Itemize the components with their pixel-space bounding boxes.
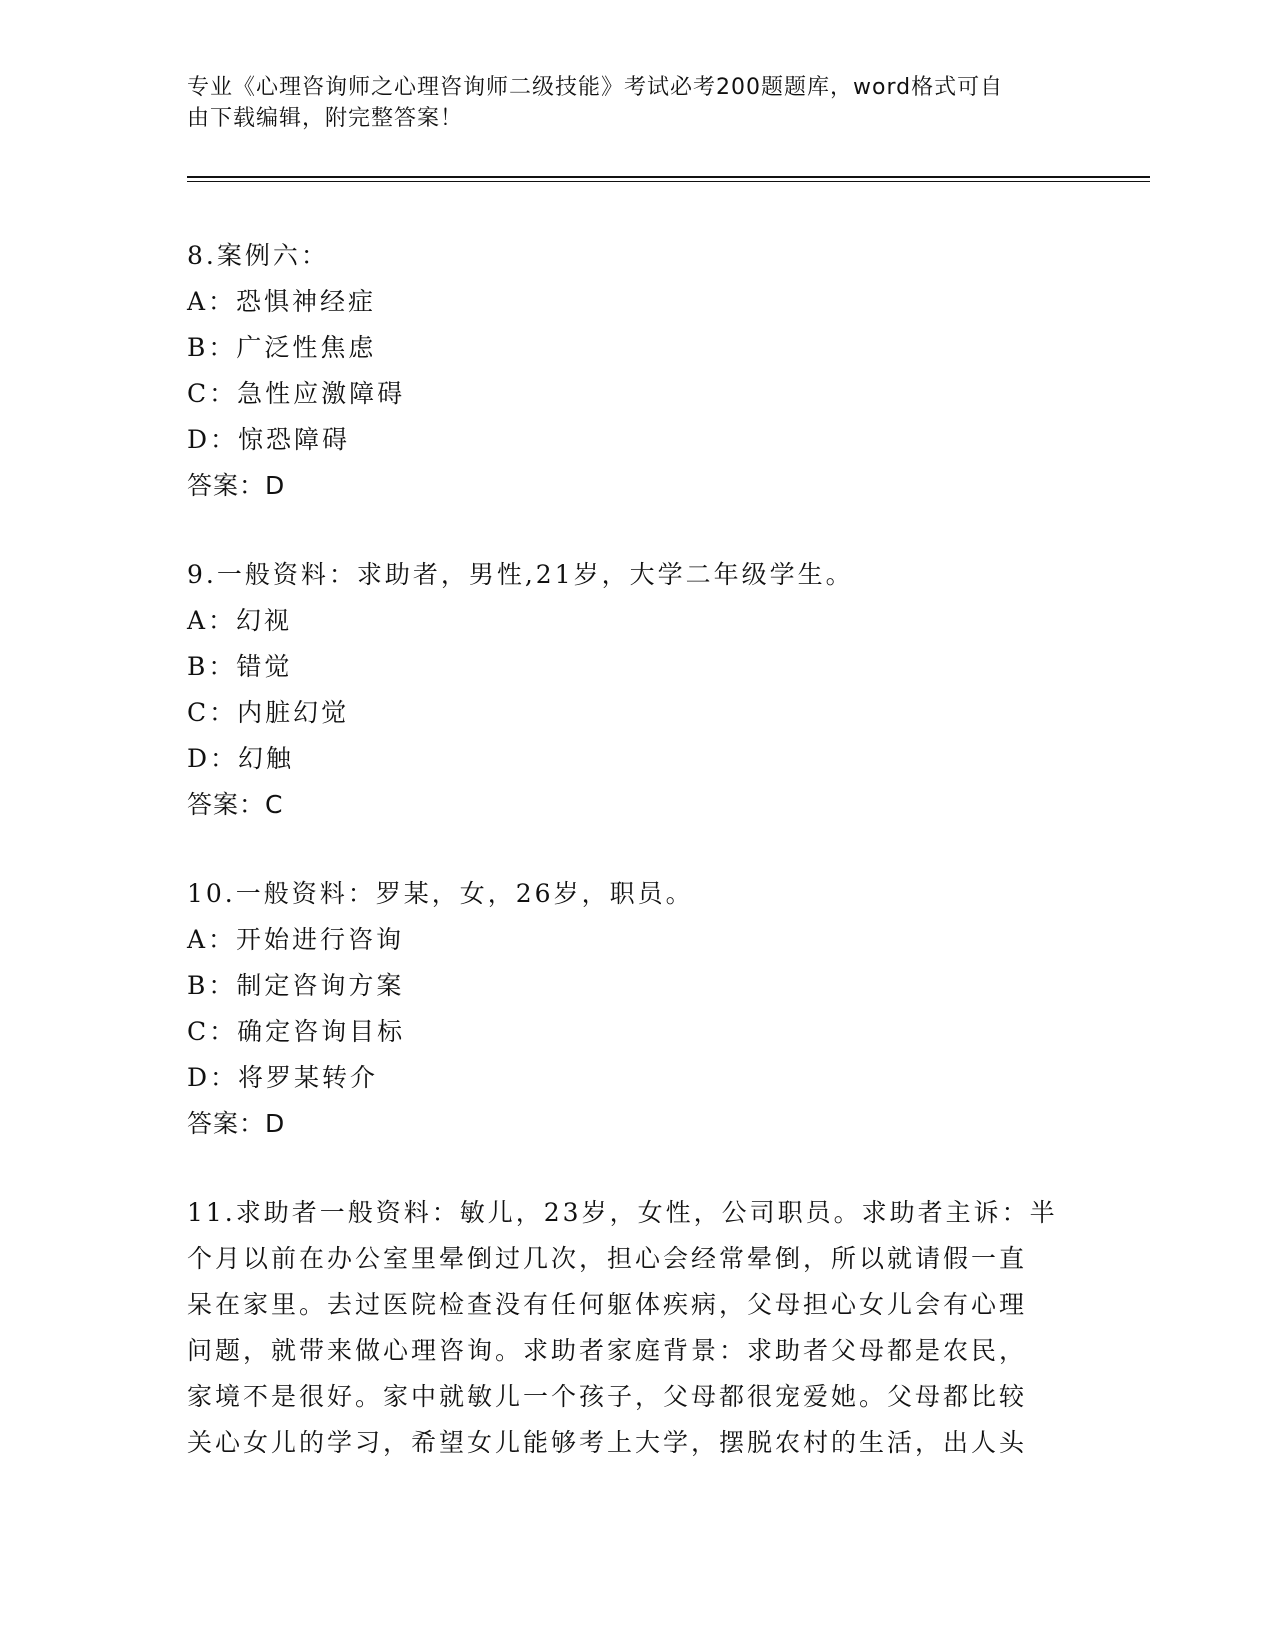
question-11 (187, 1190, 1087, 1466)
option-b: B：制定咨询方案 (187, 971, 405, 1000)
option-c: C：内脏幻觉 (187, 698, 350, 727)
answer-line: 答案：C (187, 790, 284, 819)
question-stem: 8.案例六： (187, 241, 329, 270)
question-stem: 10.一般资料：罗某，女，26岁，职员。 (187, 879, 694, 908)
option-b: B：错觉 (187, 652, 293, 681)
document-header (187, 72, 1067, 134)
option-c: C：急性应激障碍 (187, 379, 406, 408)
header-intro-line-2: 由下载编辑，附完整答案！ (187, 106, 464, 131)
option-a: A：开始进行咨询 (187, 925, 405, 954)
answer-line: 答案：D (187, 1109, 286, 1138)
question-stem-line-6: 关心女儿的学习，希望女儿能够考上大学，摆脱农村的生活，出人头 (187, 1428, 1028, 1457)
option-d: D：惊恐障碍 (187, 425, 351, 454)
question-8 (187, 233, 1087, 509)
question-stem: 9.一般资料：求助者，男性,21岁，大学二年级学生。 (187, 560, 854, 589)
header-divider-thick (187, 176, 1150, 178)
question-9 (187, 552, 1087, 828)
header-divider-thin (187, 181, 1150, 182)
question-stem-line-2: 个月以前在办公室里晕倒过几次，担心会经常晕倒，所以就请假一直 (187, 1244, 1028, 1273)
option-a: A：恐惧神经症 (187, 287, 377, 316)
question-stem-line-5: 家境不是很好。家中就敏儿一个孩子，父母都很宠爱她。父母都比较 (187, 1382, 1028, 1411)
option-c: C：确定咨询目标 (187, 1017, 406, 1046)
answer-line: 答案：D (187, 471, 286, 500)
header-intro-line-1: 专业《心理咨询师之心理咨询师二级技能》考试必考200题题库，word格式可自 (187, 75, 1004, 100)
option-d: D：幻触 (187, 744, 295, 773)
question-list (187, 233, 1087, 1509)
option-a: A：幻视 (187, 606, 293, 635)
question-stem-line-3: 呆在家里。去过医院检查没有任何躯体疾病，父母担心女儿会有心理 (187, 1290, 1028, 1319)
option-d: D：将罗某转介 (187, 1063, 379, 1092)
option-b: B：广泛性焦虑 (187, 333, 377, 362)
question-stem-line-1: 11.求助者一般资料：敏儿，23岁，女性，公司职员。求助者主诉：半 (187, 1198, 1058, 1227)
question-10 (187, 871, 1087, 1147)
question-stem-line-4: 问题，就带来做心理咨询。求助者家庭背景：求助者父母都是农民， (187, 1336, 1028, 1365)
